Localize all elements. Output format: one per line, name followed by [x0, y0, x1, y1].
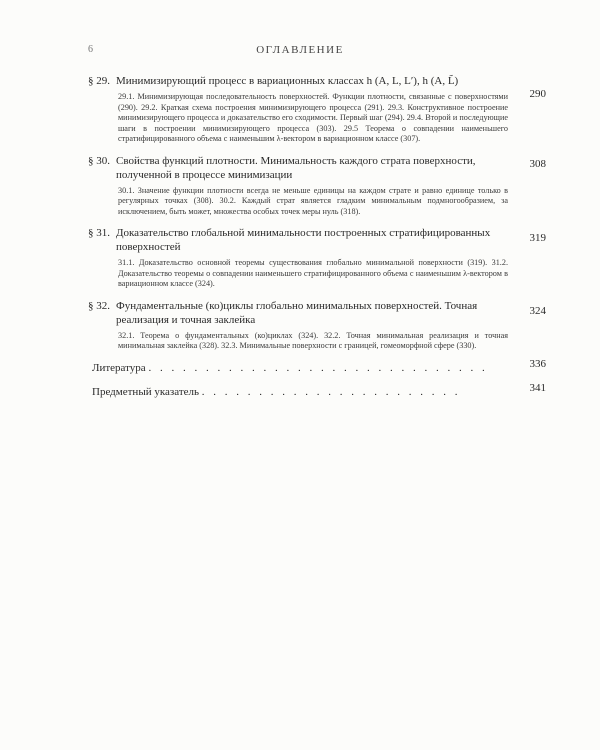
section-page: 324	[529, 304, 546, 317]
toc-entry-subject-index	[88, 381, 546, 399]
subject-index-page: 341	[529, 381, 546, 394]
section-number: § 29.	[88, 75, 110, 87]
toc-entry-32	[88, 299, 546, 352]
leader-dots: . . . . . . . . . . . . . . . . . . . . . . . . . . . . . .	[148, 361, 488, 374]
section-summary: 32.1. Теорема о фундаментальных (ко)циклах (324). 32.2. Точная минимальная реализация и точная минимальная заклейка (328). 32.3. Минимальные поверхности с границей, гомеоморфной сфере (330).	[118, 330, 508, 350]
bibliography-label: Литература	[92, 361, 146, 374]
section-number: § 31.	[88, 227, 110, 239]
toc-entry-bibliography	[88, 357, 546, 375]
section-title: Фундаментальные (ко)циклы глобально минимальных поверхностей. Точная реализация и точная заклейка	[116, 299, 478, 326]
page-number: 6	[88, 44, 93, 55]
section-number: § 30.	[88, 154, 110, 167]
section-number: § 32.	[88, 299, 110, 312]
subject-index-label: Предметный указатель	[92, 385, 200, 398]
section-page: 319	[529, 232, 546, 244]
section-summary: 29.1. Минимизирующая последовательность поверхностей. Функции плотности, связанные с поверхностями (290). 29.2. Краткая схема построения минимизирующего процесса (291). 29.3. Конструктивное построение минимизирующего процесса и доказательство его сходимости. Первый шаг (294). 29.4. Второй и последующие шаги в построении минимизирующего процесса (303). 29.5 Теорема о совпадении наименьшего стратифицированного объема с наименьшим λ-вектором в вариационном классе (307).	[118, 92, 508, 143]
section-page: 308	[529, 157, 546, 170]
table-of-contents	[88, 74, 546, 399]
bibliography-page: 336	[529, 357, 546, 370]
toc-entry-29	[88, 74, 546, 145]
section-title: Свойства функций плотности. Минимальность каждого страта поверхности, полученной в процессе минимизации	[116, 154, 476, 181]
section-summary: 31.1. Доказательство основной теоремы существования глобально минимальной поверхности (319). 31.2. Доказательство теоремы о совпадении наименьшего стратифицированного объема с наименьшим λ-вектором в вариационном классе (324).	[118, 258, 508, 288]
section-summary: 30.1. Значение функции плотности всегда не меньше единицы на каждом страте и равно единице только в регулярных точках (308). 30.2. Каждый страт является гладким минимальным подмногообразием, за исключением, быть может, множества особых точек меры нуль (318).	[118, 185, 508, 216]
toc-entry-31	[88, 226, 546, 290]
running-head-title: ОГЛАВЛЕНИЕ	[256, 44, 344, 56]
leader-dots: . . . . . . . . . . . . . . . . . . . . . . .	[201, 385, 461, 398]
section-title: Минимизирующий процесс в вариационных классах h (A, L, L′), h (A, L̃)	[116, 75, 459, 87]
section-title: Доказательство глобальной минимальности построенных стратифицированных поверхностей	[116, 227, 491, 253]
toc-entry-30	[88, 154, 546, 218]
section-page: 290	[529, 88, 546, 100]
